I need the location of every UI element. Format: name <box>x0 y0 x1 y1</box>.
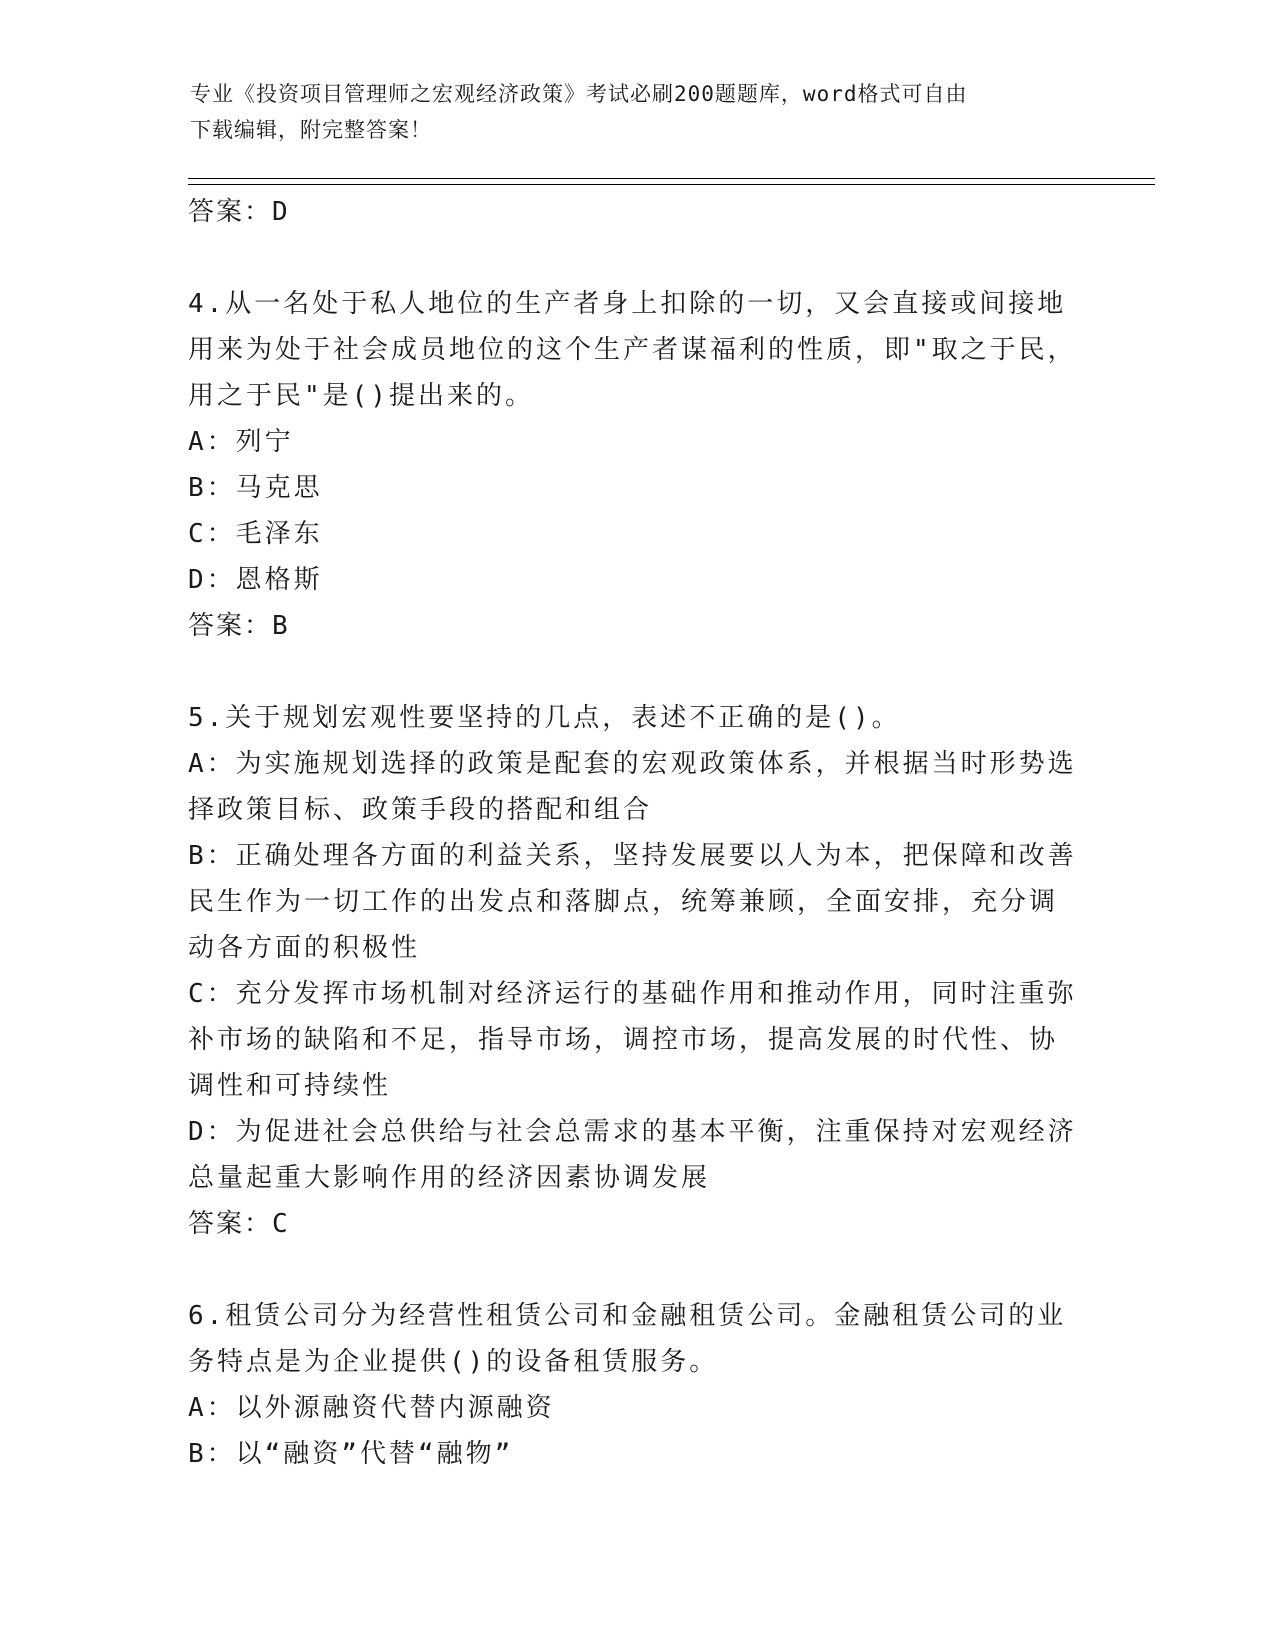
option-c-cont: 调性和可持续性 <box>188 1071 392 1101</box>
spacer <box>188 235 1088 281</box>
header-divider <box>188 184 1155 185</box>
option-a: A：为实施规划选择的政策是配套的宏观政策体系，并根据当时形势选 <box>188 749 1077 779</box>
option-c: C：毛泽东 <box>188 519 323 549</box>
answer-4: 答案：B <box>188 611 290 641</box>
option-a-cont: 择政策目标、政策手段的搭配和组合 <box>188 795 653 825</box>
option-d: D：恩格斯 <box>188 565 323 595</box>
option-d: D：为促进社会总供给与社会总需求的基本平衡，注重保持对宏观经济 <box>188 1117 1077 1147</box>
header-divider <box>188 178 1155 179</box>
question-text: 用之于民"是()提出来的。 <box>188 381 534 411</box>
option-b: B：马克思 <box>188 473 323 503</box>
option-b-cont: 民生作为一切工作的出发点和落脚点，统筹兼顾，全面安排，充分调 <box>188 887 1059 917</box>
answer-5: 答案：C <box>188 1209 290 1239</box>
question-6 <box>188 1293 1088 1477</box>
question-text: 用来为处于社会成员地位的这个生产者谋福利的性质，即"取之于民， <box>188 335 1077 365</box>
spacer <box>188 1247 1088 1293</box>
answer-3: 答案：D <box>188 197 290 227</box>
question-text: 4.从一名处于私人地位的生产者身上扣除的一切，又会直接或间接地 <box>188 289 1067 319</box>
option-b: B：正确处理各方面的利益关系，坚持发展要以人为本，把保障和改善 <box>188 841 1077 871</box>
option-a: A：列宁 <box>188 427 294 457</box>
option-a: A：以外源融资代替内源融资 <box>188 1393 555 1423</box>
question-4 <box>188 281 1088 649</box>
document-body <box>188 189 1088 1477</box>
option-c-cont: 补市场的缺陷和不足，指导市场，调控市场，提高发展的时代性、协 <box>188 1025 1059 1055</box>
document-header <box>190 76 1080 148</box>
header-line: 下载编辑，附完整答案！ <box>190 118 432 142</box>
question-text: 6.租赁公司分为经营性租赁公司和金融租赁公司。金融租赁公司的业 <box>188 1301 1067 1331</box>
header-line: 专业《投资项目管理师之宏观经济政策》考试必刷200题题库，word格式可自由 <box>190 82 968 106</box>
option-d-cont: 总量起重大影响作用的经济因素协调发展 <box>188 1163 711 1193</box>
question-text: 5.关于规划宏观性要坚持的几点，表述不正确的是()。 <box>188 703 901 733</box>
option-b: B：以“融资”代替“融物” <box>188 1439 514 1469</box>
question-text: 务特点是为企业提供()的设备租赁服务。 <box>188 1347 719 1377</box>
option-b-cont: 动各方面的积极性 <box>188 933 421 963</box>
question-5 <box>188 695 1088 1247</box>
spacer <box>188 649 1088 695</box>
option-c: C：充分发挥市场机制对经济运行的基础作用和推动作用，同时注重弥 <box>188 979 1077 1009</box>
